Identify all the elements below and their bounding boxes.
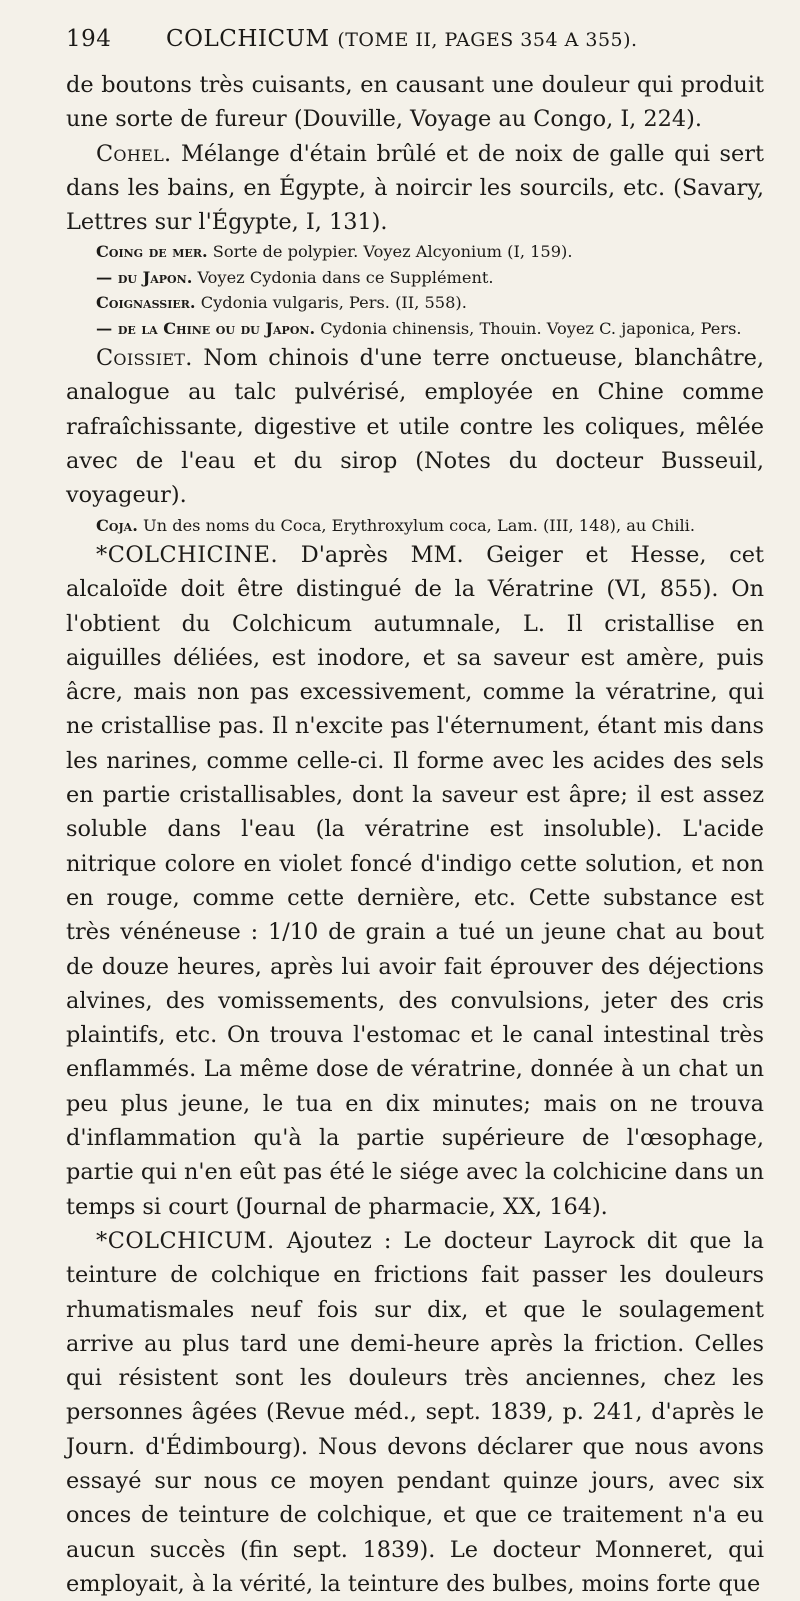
entry-head: — du Japon. [96,267,193,287]
entry-head: — de la Chine ou du Japon. [96,318,316,338]
running-header [66,26,764,68]
entry-text: D'après MM. Geiger et Hesse, cet alcaloïde doit être distingué de la Vératrine (VI, 855). On l'obtient du Colchicum autumnale, L. Il cristallise en aiguilles déliées, est inodore, et sa saveur est amère, puis âcre, mais non pas excessivement, comme la vératrine, qui ne cristallise pas. Il n'excite pas l'éternument, étant mis dans les narines, comme celle-ci. Il forme avec les acides des sels en partie cristallisables, dont la saveur est âpre; il est assez soluble dans l'eau (la vératrine est insoluble). L'acide nitrique colore en violet foncé d'indigo cette solution, et non en rouge, comme cette dernière, etc. Cette substance est très vénéneuse : 1/10 de grain a tué un jeune chat au bout de douze heures, après lui avoir fait éprouver des déjections alvines, des vomissements, des convulsions, jeter des cris plaintifs, etc. On trouva l'estomac et le canal intestinal très enflammés. La même dose de vératrine, donnée à un chat un peu plus jeune, le tua en dix minutes; mais on ne trouva d'inflammation qu'à la partie supérieure de l'œsophage, partie qui n'en eût pas été le siége avec la colchicine dans un temps si court (Journal de pharmacie, XX, 164). [66,542,765,1220]
page-number: 194 [66,26,112,52]
entry-coing-du-japon [66,265,764,290]
entry-text: Mélange d'étain brûlé et de noix de galle qui sert dans les bains, en Égypte, à noircir les sourcils, etc. (Savary, Lettres sur l'Égypte, I, 131). [66,140,764,236]
entry-colchicine [66,538,764,1224]
entry-head: *COLCHICUM. [96,1227,275,1254]
entry-text: Ajoutez : Le docteur Layrock dit que la teinture de colchique en frictions fait passer les douleurs rhumatismales neuf fois sur dix, et que le soulagement arrive au plus tard une demi-heure après la friction. Celles qui résistent sont les douleurs très anciennes, chez les personnes âgées (Revue méd., sept. 1839, p. 241, d'après le Journ. d'Édimbourg). Nous devons déclarer que nous avons essayé sur nous ce moyen pendant quinze jours, avec six onces de teinture de colchique, et que ce traitement n'a eu aucun succès (fin sept. 1839). Le docteur Monneret, qui employait, à la vérité, la teinture des bulbes, moins forte que [66,1227,764,1597]
paragraph-text: de boutons très cuisants, en causant une douleur qui produit une sorte de fureur (Douville, Voyage au Congo, I, 224). [66,72,764,133]
entry-head: Coissiet. [96,345,193,372]
entry-coing-de-mer [66,239,764,264]
entry-head: Coing de mer. [96,242,208,262]
entry-text: Cydonia vulgaris, Pers. (II, 558). [195,293,467,313]
running-title-sub: (TOME II, PAGES 354 A 355). [337,29,638,51]
entry-text: Nom chinois d'une terre onctueuse, blanchâtre, analogue au talc pulvérisé, employée en Chine comme rafraîchissante, digestive et utile contre les coliques, mêlée avec de l'eau et du sirop (Notes du docteur Busseuil, voyageur). [66,345,764,509]
entry-cohel [66,137,764,240]
entry-head: Coignassier. [96,293,196,313]
entry-text: Voyez Cydonia dans ce Supplément. [192,267,494,287]
running-title-main: COLCHICUM [166,26,330,52]
entry-head: Cohel. [96,140,172,167]
running-title [166,26,764,52]
entry-coja [66,513,764,538]
paragraph-continued [66,68,764,137]
entry-coignassier [66,290,764,315]
entry-coissiet [66,341,764,512]
entry-colchicum [66,1224,764,1601]
entry-text: Sorte de polypier. Voyez Alcyonium (I, 159). [207,242,573,262]
page-body [66,68,764,1601]
entry-head: Coja. [96,515,138,535]
entry-text: Un des noms du Coca, Erythroxylum coca, Lam. (III, 148), au Chili. [137,515,695,535]
entry-text: Cydonia chinensis, Thouin. Voyez C. japonica, Pers. [315,318,742,338]
entry-coignassier-chine [66,316,764,341]
entry-head: *COLCHICINE. [96,542,279,568]
